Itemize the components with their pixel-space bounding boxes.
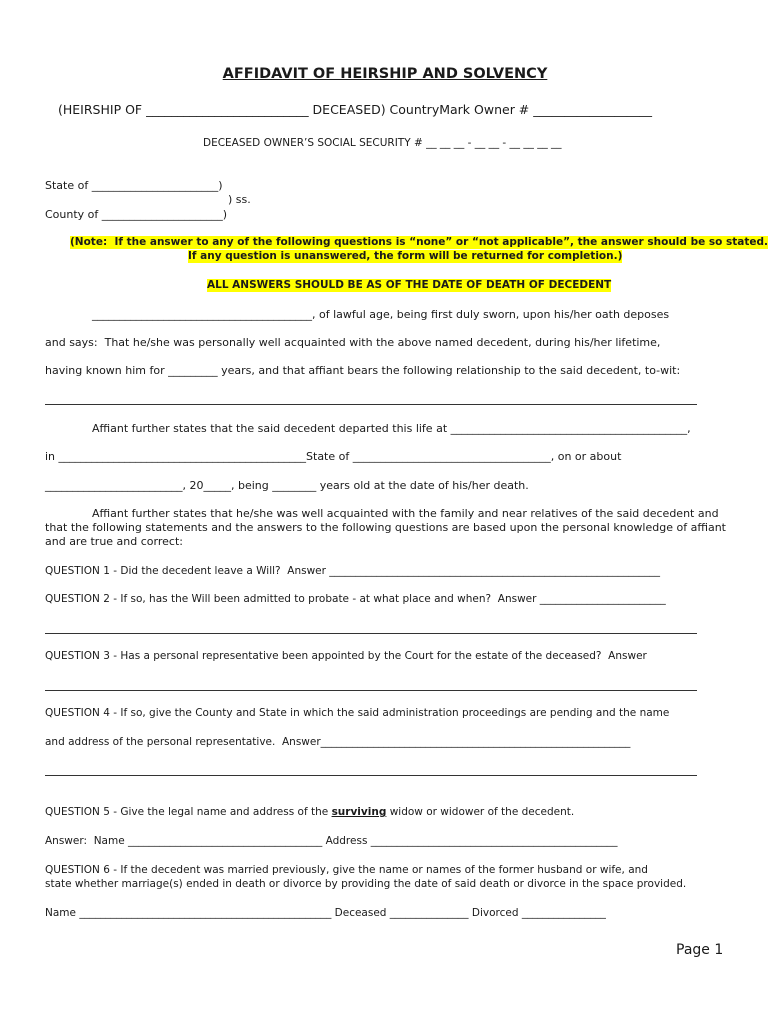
death-date-line: _________________________, 20_____, being ________ years old at the date of his/her death.: [45, 479, 529, 492]
ssn-line: DECEASED OWNER’S SOCIAL SECURITY # __ __ __ - __ __ - __ __ __ __: [203, 137, 562, 149]
affiant-name-line: ________________________________________, of lawful age, being first duly sworn, upon his/her oath deposes: [92, 308, 670, 321]
q5-text-post: widow or widower of the decedent.: [386, 806, 575, 818]
q3-answer-line: [45, 690, 697, 691]
question-3: QUESTION 3 - Has a personal representative been appointed by the Court for the estate of the deceased? Answer: [45, 650, 647, 662]
venue-county: County of ______________________): [45, 208, 228, 221]
q2-answer-line: [45, 633, 697, 634]
knowledge-para-2: that the following statements and the answers to the following questions are based upon the personal knowledge of affiant: [45, 521, 726, 534]
question-1: QUESTION 1 - Did the decedent leave a Will? Answer _______________________________________________________________: [45, 565, 661, 577]
heirship-line: (HEIRSHIP OF __________________________ DECEASED) CountryMark Owner # ___________________: [58, 102, 653, 117]
q5-answer: Answer: Name _____________________________________ Address _______________________________________________: [45, 835, 618, 847]
question-6b: state whether marriage(s) ended in death or divorce by providing the date of said death or divorce in the space provided.: [45, 878, 687, 890]
page-title: AFFIDAVIT OF HEIRSHIP AND SOLVENCY: [222, 66, 548, 82]
page-number: Page 1: [676, 942, 724, 958]
question-4b: and address of the personal representative. Answer___________________________________________________________: [45, 736, 631, 748]
question-4a: QUESTION 4 - If so, give the County and State in which the said administration proceedings are pending and the name: [45, 707, 670, 719]
all-answers-banner: ALL ANSWERS SHOULD BE AS OF THE DATE OF DEATH OF DECEDENT: [207, 279, 612, 291]
death-place-line: Affiant further states that the said decedent departed this life at ___________________________________________,: [92, 422, 691, 435]
question-5: [45, 806, 574, 819]
question-2: QUESTION 2 - If so, has the Will been admitted to probate - at what place and when? Answer ________________________: [45, 593, 666, 605]
q5-text-pre: QUESTION 5 - Give the legal name and address of the: [45, 806, 332, 818]
venue-state: State of _______________________): [45, 179, 223, 192]
q4-answer-line: [45, 775, 697, 776]
death-location-line: in _____________________________________________State of ____________________________________, on or about: [45, 450, 622, 463]
body-line-3: having known him for _________ years, and that affiant bears the following relationship to the said decedent, to-wit:: [45, 364, 681, 377]
note-line-2: If any question is unanswered, the form will be returned for completion.): [188, 250, 623, 262]
q5-surviving: surviving: [331, 806, 387, 818]
body-line-2: and says: That he/she was personally well acquainted with the above named decedent, during his/her lifetime,: [45, 336, 661, 349]
venue-ss: ) ss.: [228, 193, 251, 206]
note-line-1: (Note: If the answer to any of the following questions is “none” or “not applicable”, the answer should be so stated.: [70, 236, 768, 248]
relationship-line: [45, 404, 697, 405]
knowledge-para-1: Affiant further states that he/she was well acquainted with the family and near relatives of the said decedent and: [92, 507, 719, 520]
question-6a: QUESTION 6 - If the decedent was married previously, give the name or names of the former husband or wife, and: [45, 864, 648, 876]
q6-answer: Name ________________________________________________ Deceased _______________ Divorced ________________: [45, 907, 606, 919]
knowledge-para-3: and are true and correct:: [45, 535, 183, 548]
